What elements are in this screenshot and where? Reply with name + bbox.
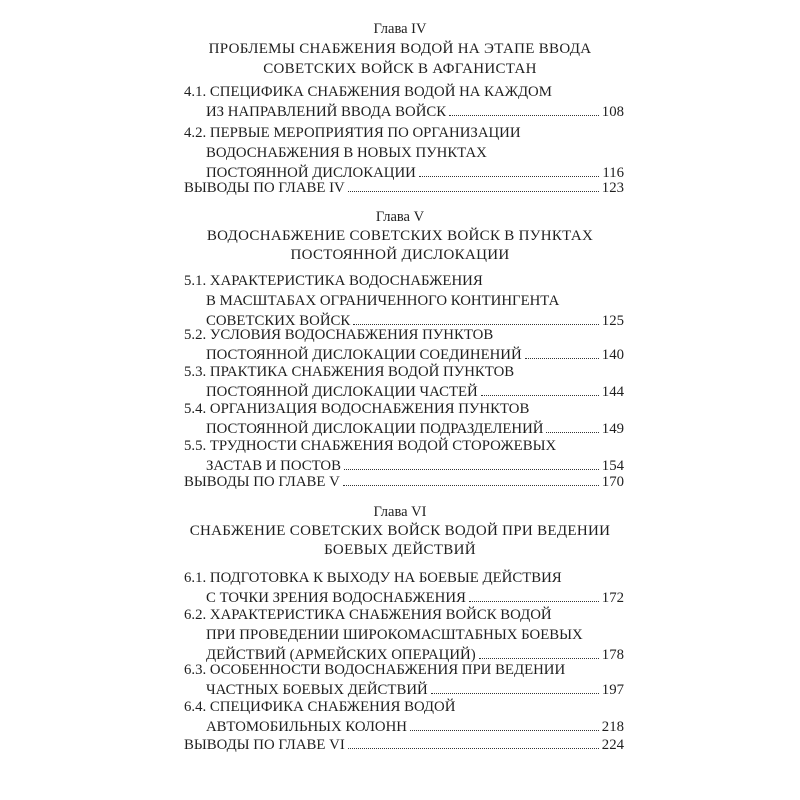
- dot-leader: [343, 472, 599, 486]
- dot-leader: [353, 311, 599, 325]
- toc-entry-5-conclusions[interactable]: [184, 472, 624, 492]
- toc-entry-text: 5.3. ПРАКТИКА СНАБЖЕНИЯ ВОДОЙ ПУНКТОВ: [184, 364, 515, 380]
- toc-entry-text: ИЗ НАПРАВЛЕНИЙ ВВОДА ВОЙСК: [206, 104, 447, 120]
- toc-entry-text: ПОСТОЯННОЙ ДИСЛОКАЦИИ ЧАСТЕЙ: [206, 384, 478, 400]
- toc-entry-text: 6.4. СПЕЦИФИКА СНАБЖЕНИЯ ВОДОЙ: [184, 699, 456, 715]
- page-number: 178: [601, 647, 624, 663]
- page-number: 197: [601, 682, 624, 698]
- dot-leader: [479, 645, 599, 659]
- toc-entry-6-4[interactable]: [184, 697, 624, 737]
- toc-entry-text: ВЫВОДЫ ПО ГЛАВЕ IV: [184, 180, 345, 196]
- toc-entry-text: 6.1. ПОДГОТОВКА К ВЫХОДУ НА БОЕВЫЕ ДЕЙСТВИЯ: [184, 570, 562, 586]
- toc-entry-text: 5.5. ТРУДНОСТИ СНАБЖЕНИЯ ВОДОЙ СТОРОЖЕВЫХ: [184, 438, 557, 454]
- toc-entry-text: 6.3. ОСОБЕННОСТИ ВОДОСНАБЖЕНИЯ ПРИ ВЕДЕНИИ: [184, 662, 566, 678]
- dot-leader: [348, 178, 599, 192]
- page-number: 108: [601, 104, 624, 120]
- toc-entry-text: 5.4. ОРГАНИЗАЦИЯ ВОДОСНАБЖЕНИЯ ПУНКТОВ: [184, 401, 530, 417]
- page-number: 154: [601, 458, 624, 474]
- toc-entry-5-3[interactable]: [184, 362, 624, 402]
- chapter-5-title-line-2: ПОСТОЯННОЙ ДИСЛОКАЦИИ: [290, 247, 510, 263]
- toc-entry-text: ВЫВОДЫ ПО ГЛАВЕ V: [184, 474, 340, 490]
- toc-entry-text: ПОСТОЯННОЙ ДИСЛОКАЦИИ: [206, 165, 416, 181]
- toc-entry-text: 5.2. УСЛОВИЯ ВОДОСНАБЖЕНИЯ ПУНКТОВ: [184, 327, 494, 343]
- page-number: 218: [601, 719, 624, 735]
- chapter-6-label: Глава VI: [373, 504, 427, 520]
- toc-entry-6-3[interactable]: [184, 660, 624, 700]
- toc-entry-text: ЗАСТАВ И ПОСТОВ: [206, 458, 341, 474]
- dot-leader: [546, 419, 598, 433]
- toc-entry-text: ПОСТОЯННОЙ ДИСЛОКАЦИИ ПОДРАЗДЕЛЕНИЙ: [206, 421, 544, 437]
- toc-entry-text: СОВЕТСКИХ ВОЙСК: [206, 313, 351, 329]
- toc-entry-text: ВОДОСНАБЖЕНИЯ В НОВЫХ ПУНКТАХ: [206, 145, 487, 161]
- page-number: 125: [601, 313, 624, 329]
- chapter-6-title-line-1: СНАБЖЕНИЕ СОВЕТСКИХ ВОЙСК ВОДОЙ ПРИ ВЕДЕНИИ: [189, 523, 611, 539]
- dot-leader: [481, 382, 599, 396]
- chapter-6-title-line-2: БОЕВЫХ ДЕЙСТВИЙ: [324, 542, 476, 558]
- toc-entry-6-conclusions[interactable]: [184, 735, 624, 755]
- toc-entry-text: ВЫВОДЫ ПО ГЛАВЕ VI: [184, 737, 345, 753]
- page-number: 149: [601, 421, 624, 437]
- page-number: 172: [601, 590, 624, 606]
- toc-entry-text: С ТОЧКИ ЗРЕНИЯ ВОДОСНАБЖЕНИЯ: [206, 590, 466, 606]
- dot-leader: [410, 717, 599, 731]
- page-number: 224: [601, 737, 624, 753]
- page-number: 116: [602, 165, 624, 181]
- chapter-5-label: Глава V: [375, 209, 425, 225]
- page-number: 170: [601, 474, 624, 490]
- chapter-4-title-line-1: ПРОБЛЕМЫ СНАБЖЕНИЯ ВОДОЙ НА ЭТАПЕ ВВОДА: [208, 41, 592, 57]
- toc-entry-text: 4.1. СПЕЦИФИКА СНАБЖЕНИЯ ВОДОЙ НА КАЖДОМ: [184, 84, 552, 100]
- page-number: 123: [601, 180, 624, 196]
- toc-entry-text: ДЕЙСТВИЙ (АРМЕЙСКИХ ОПЕРАЦИЙ): [206, 647, 476, 663]
- toc-entry-text: ПОСТОЯННОЙ ДИСЛОКАЦИИ СОЕДИНЕНИЙ: [206, 347, 522, 363]
- page-number: 140: [601, 347, 624, 363]
- dot-leader: [449, 102, 599, 116]
- toc-entry-text: 4.2. ПЕРВЫЕ МЕРОПРИЯТИЯ ПО ОРГАНИЗАЦИИ: [184, 125, 521, 141]
- toc-entry-text: 5.1. ХАРАКТЕРИСТИКА ВОДОСНАБЖЕНИЯ: [184, 273, 483, 289]
- toc-entry-6-1[interactable]: [184, 568, 624, 608]
- toc-entry-5-2[interactable]: [184, 325, 624, 365]
- toc-entry-5-5[interactable]: [184, 436, 624, 476]
- chapter-4-title-line-2: СОВЕТСКИХ ВОЙСК В АФГАНИСТАН: [263, 61, 537, 77]
- dot-leader: [419, 163, 600, 177]
- toc-entry-text: 6.2. ХАРАКТЕРИСТИКА СНАБЖЕНИЯ ВОЙСК ВОДОЙ: [184, 607, 552, 623]
- dot-leader: [348, 735, 599, 749]
- toc-entry-text: ЧАСТНЫХ БОЕВЫХ ДЕЙСТВИЙ: [206, 682, 428, 698]
- toc-entry-4-2[interactable]: [184, 123, 624, 183]
- toc-entry-text: В МАСШТАБАХ ОГРАНИЧЕННОГО КОНТИНГЕНТА: [206, 293, 560, 309]
- toc-entry-4-1[interactable]: [184, 82, 624, 122]
- toc-entry-5-4[interactable]: [184, 399, 624, 439]
- toc-entry-5-1[interactable]: [184, 271, 624, 331]
- toc-entry-4-conclusions[interactable]: [184, 178, 624, 198]
- chapter-5-title-line-1: ВОДОСНАБЖЕНИЕ СОВЕТСКИХ ВОЙСК В ПУНКТАХ: [206, 228, 594, 244]
- dot-leader: [431, 680, 599, 694]
- toc-entry-text: АВТОМОБИЛЬНЫХ КОЛОНН: [206, 719, 407, 735]
- toc-entry-text: ПРИ ПРОВЕДЕНИИ ШИРОКОМАСШТАБНЫХ БОЕВЫХ: [206, 627, 583, 643]
- dot-leader: [525, 345, 599, 359]
- page-number: 144: [601, 384, 624, 400]
- dot-leader: [344, 456, 599, 470]
- toc-entry-6-2[interactable]: [184, 605, 624, 665]
- dot-leader: [469, 588, 599, 602]
- chapter-4-label: Глава IV: [373, 21, 427, 37]
